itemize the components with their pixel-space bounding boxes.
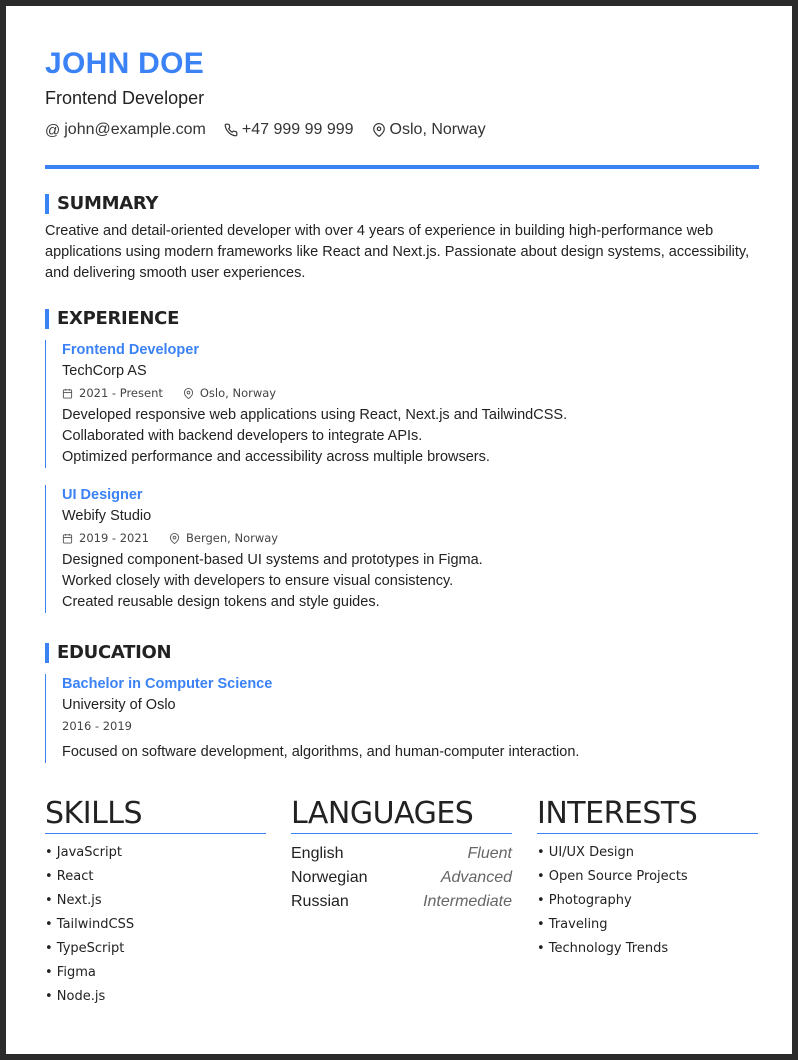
interest-item: • Traveling <box>537 917 608 932</box>
experience-entry <box>45 340 752 468</box>
contact-location <box>372 121 486 139</box>
company-name: TechCorp AS <box>62 363 147 379</box>
resume-header <box>45 46 759 139</box>
phone-icon <box>224 123 238 137</box>
skill-item: • React <box>45 869 94 884</box>
map-pin-icon <box>183 388 194 399</box>
interests-column <box>537 796 758 961</box>
job-period: 2021 - Present <box>79 386 163 400</box>
job-description-line: Developed responsive web applications using React, Next.js and TailwindCSS. <box>62 407 568 423</box>
job-description <box>62 405 752 468</box>
languages-list <box>291 842 512 914</box>
summary-line: and delivering smooth user experiences. <box>45 265 306 281</box>
section-title-experience: EXPERIENCE <box>45 309 179 329</box>
skills-list <box>45 841 266 1009</box>
interest-item: • UI/UX Design <box>537 845 634 860</box>
education-years: 2016 - 2019 <box>62 719 132 733</box>
job-meta <box>62 530 752 546</box>
summary-text <box>45 221 761 284</box>
job-description-line: Optimized performance and accessibility across multiple browsers. <box>62 449 490 465</box>
summary-line: Creative and detail-oriented developer with over 4 years of experience in building high-performance web <box>45 223 714 239</box>
skills-column <box>45 796 266 1009</box>
candidate-role: Frontend Developer <box>45 88 205 108</box>
job-description-line: Designed component-based UI systems and prototypes in Figma. <box>62 552 483 568</box>
job-location: Oslo, Norway <box>199 386 277 400</box>
experience-entry <box>45 485 752 613</box>
interest-item: • Technology Trends <box>537 941 669 956</box>
skill-item: • Next.js <box>45 893 102 908</box>
resume-page <box>6 6 792 1054</box>
skill-item: • JavaScript <box>45 845 122 860</box>
languages-column <box>291 796 512 914</box>
company-name: Webify Studio <box>62 508 152 524</box>
phone-text: +47 999 99 999 <box>241 121 354 138</box>
section-title-skills: SKILLS <box>45 796 266 834</box>
header-divider <box>45 165 759 169</box>
job-location: Bergen, Norway <box>186 531 279 545</box>
interests-list <box>537 841 758 961</box>
education-description: Focused on software development, algorithms, and human-computer interaction. <box>62 744 580 760</box>
contact-row <box>45 121 759 139</box>
language-level: Fluent <box>467 845 512 862</box>
skill-item: • Node.js <box>45 989 106 1004</box>
section-title-interests: INTERESTS <box>537 796 758 834</box>
skill-item: • TypeScript <box>45 941 125 956</box>
summary-line: applications using modern frameworks like React and Next.js. Passionate about design systems, accessibility, <box>45 244 750 260</box>
interest-item: • Photography <box>537 893 632 908</box>
contact-phone <box>224 121 354 139</box>
job-meta <box>62 385 752 401</box>
language-row <box>291 866 512 890</box>
skill-item: • Figma <box>45 965 96 980</box>
email-text: john@example.com <box>64 121 206 138</box>
job-title: UI Designer <box>62 487 143 503</box>
map-pin-icon <box>169 533 180 544</box>
language-name: English <box>291 845 344 862</box>
section-title-summary: SUMMARY <box>45 194 158 214</box>
job-description <box>62 550 752 613</box>
calendar-icon <box>62 388 73 399</box>
job-description-line: Worked closely with developers to ensure visual consistency. <box>62 573 454 589</box>
language-level: Intermediate <box>423 893 512 910</box>
job-period: 2019 - 2021 <box>79 531 149 545</box>
school-name: University of Oslo <box>62 697 176 713</box>
at-icon: @ <box>45 121 61 139</box>
education-entry <box>45 674 752 763</box>
language-row <box>291 890 512 914</box>
location-text: Oslo, Norway <box>389 121 486 138</box>
language-row <box>291 842 512 866</box>
language-name: Russian <box>291 893 349 910</box>
calendar-icon <box>62 533 73 544</box>
map-pin-icon <box>372 123 386 137</box>
section-title-education: EDUCATION <box>45 643 171 663</box>
degree-title: Bachelor in Computer Science <box>62 676 273 692</box>
job-description-line: Collaborated with backend developers to integrate APIs. <box>62 428 423 444</box>
candidate-name: JOHN DOE <box>45 47 205 80</box>
language-level: Advanced <box>440 869 512 886</box>
language-name: Norwegian <box>291 869 368 886</box>
job-title: Frontend Developer <box>62 342 199 358</box>
contact-email <box>45 121 206 139</box>
skill-item: • TailwindCSS <box>45 917 135 932</box>
interest-item: • Open Source Projects <box>537 869 688 884</box>
job-description-line: Created reusable design tokens and style guides. <box>62 594 380 610</box>
section-title-languages: LANGUAGES <box>291 796 512 834</box>
